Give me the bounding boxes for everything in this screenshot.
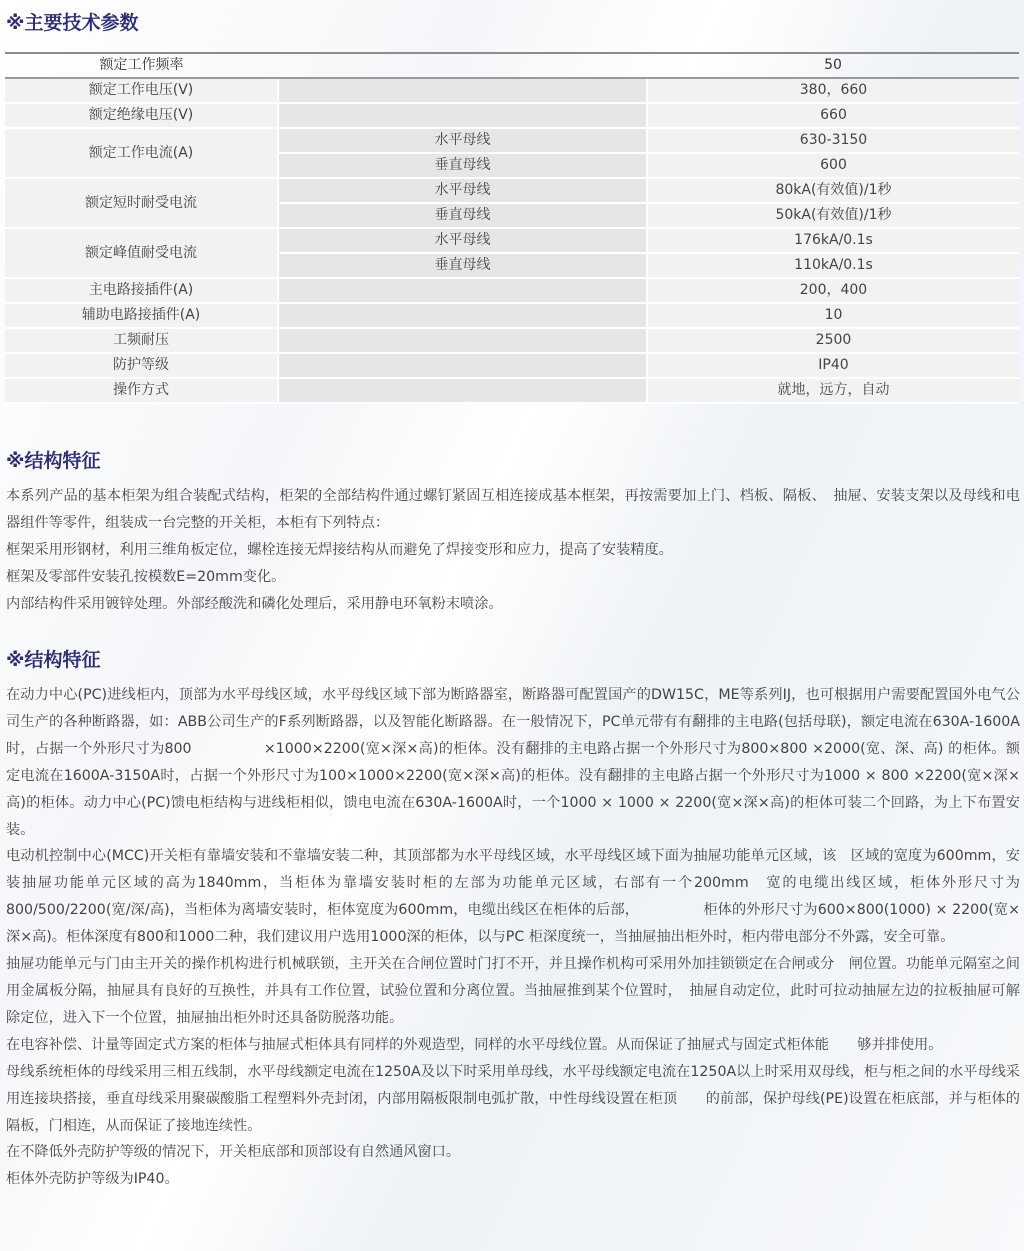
row-label: 工频耐压 [5,328,278,353]
row-label: 额定工作电流(A) [5,128,278,178]
paragraph: 本系列产品的基本柜架为组合装配式结构，柜架的全部结构件通过螺钉紧固互相连接成基本框架，再按需要加上门、档板、隔板、 抽屉、安装支架以及母线和电器组件等零件，组装成一台完整的开关柜，本柜有下列特点： [6,488,1020,531]
row-value: IP40 [647,353,1019,378]
row-sub: 垂直母线 [278,203,647,228]
row-sub [278,353,647,378]
row-label: 额定短时耐受电流 [5,178,278,228]
row-label: 辅助电路接插件(A) [5,303,278,328]
row-sub: 垂直母线 [278,153,647,178]
row-value: 10 [647,303,1019,328]
table-row [5,303,1019,328]
paragraph: 内部结构件采用镀锌处理。外部经酸洗和磷化处理后，采用静电环氧粉末喷涂。 [6,595,503,612]
row-value: 就地，远方，自动 [647,378,1019,403]
row-label: 额定工作电压(V) [5,78,278,103]
table-row [5,328,1019,353]
paragraph: 电动机控制中心(MCC)开关柜有靠墙安装和不靠墙安装二种，其顶部都为水平母线区域，水平母线区域下面为抽屉功能单元区域，该 区域的宽度为600mm，安装抽屉功能单元区域的高为1840mm，当柜体为靠墙安装时柜的左部为功能单元区域，右部有一个200mm 宽的电缆出线区域，柜体外形尺寸为800/500/2200(宽/深/高)，当柜体为离墙安装时，柜体宽度为600mm，电缆出线区在柜体的后部， 柜体的外形尺寸为600×800(1000) × 2200(宽×深×高)。柜体深度有800和1000二种，我们建议用户选用1000深的柜体，以与PC 柜深度统一，当抽屉抽出柜外时，柜内带电部分不外露，安全可靠。 [6,848,1020,946]
paragraph: 框架采用形钢材，利用三维角板定位，螺栓连接无焊接结构从而避免了焊接变形和应力，提高了安装精度。 [6,541,673,558]
row-label: 防护等级 [5,353,278,378]
table-row [5,128,1019,153]
paragraph: 抽屉功能单元与门由主开关的操作机构进行机械联锁，主开关在合闸位置时门打不开，并且操作机构可采用外加挂锁锁定在合闸或分 闸位置。功能单元隔室之间用金属板分隔，抽屉具有良好的互换性，并具有工作位置，试验位置和分离位置。当抽屉推到某个位置时， 抽屉自动定位，此时可拉动抽屉左边的拉板抽屉可解除定位，进入下一个位置，抽屉抽出柜外时还具备防脱落功能。 [6,956,1020,1026]
section-title-main-parameters: ※主要技术参数 [6,12,139,34]
table-row [5,78,1019,103]
section-title-structure-details: ※结构特征 [6,649,101,671]
row-value: 380，660 [647,78,1019,103]
row-sub [278,78,647,103]
header-label: 额定工作频率 [5,53,278,78]
row-value: 110kA/0.1s [647,253,1019,278]
row-sub: 水平母线 [278,128,647,153]
table-row [5,378,1019,403]
row-value: 2500 [647,328,1019,353]
paragraph: 在动力中心(PC)进线柜内，顶部为水平母线区域，水平母线区域下部为断路器室，断路器可配置国产的DW15C，ME等系列IJ，也可根据用户需要配置国外电气公司生产的各种断路器，如：ABB公司生产的F系列断路器，以及智能化断路器。在一般情况下，PC单元带有有翻排的主电路(包括母联)，额定电流在630A-1600A时，占据一个外形尺寸为800 ×1000×2200(宽×深×高)的柜体。没有翻排的主电路占据一个外形尺寸为800×800 ×2000(宽、深、高) 的柜体。额定电流在1600A-3150A时，占据一个外形尺寸为100×1000×2200(宽×深×高)的柜体。没有翻排的主电路占据一个外形尺寸为1000 × 800 ×2200(宽×深×高)的柜体。动力中心(PC)馈电柜结构与进线柜相似，馈电电流在630A-1600A时，一个1000 × 1000 × 2200(宽×深×高)的柜体可装二个回路，为上下布置安装。 [6,687,1020,838]
row-value: 600 [647,153,1019,178]
row-sub [278,303,647,328]
row-value: 176kA/0.1s [647,228,1019,253]
row-value: 200，400 [647,278,1019,303]
section-title-structure-features: ※结构特征 [6,450,101,472]
table-row [5,103,1019,128]
structure-details-text [6,682,1020,1193]
paragraph: 母线系统柜体的母线采用三相五线制，水平母线额定电流在1250A及以下时采用单母线，水平母线额定电流在1250A以上时采用双母线，柜与柜之间的水平母线采用连接块搭接，垂直母线采用聚碳酸脂工程塑料外壳封闭，内部用隔板限制电弧扩散，中性母线设置在柜顶 的前部，保护母线(PE)设置在柜底部，并与柜体的隔板，门相连，从而保证了接地连续性。 [6,1063,1020,1134]
table-row [5,278,1019,303]
row-value: 80kA(有效值)/1秒 [647,178,1019,203]
row-label: 主电路接插件(A) [5,278,278,303]
table-header-row [5,53,1019,78]
row-sub [278,378,647,403]
row-value: 660 [647,103,1019,128]
row-label: 额定峰值耐受电流 [5,228,278,278]
row-sub: 水平母线 [278,228,647,253]
paragraph: 柜体外壳防护等级为IP40。 [6,1171,179,1188]
row-label: 额定绝缘电压(V) [5,103,278,128]
paragraph: 在电容补偿、计量等固定式方案的柜体与抽屉式柜体具有同样的外观造型，同样的水平母线位置。从而保证了抽屉式与固定式柜体能 够并排使用。 [6,1036,943,1053]
table-row [5,353,1019,378]
paragraph: 在不降低外壳防护等级的情况下，开关柜底部和顶部设有自然通风窗口。 [6,1144,461,1161]
paragraph: 框架及零部件安装孔按模数E=20mm变化。 [6,568,286,585]
row-sub [278,103,647,128]
row-sub: 水平母线 [278,178,647,203]
structure-features-text [6,483,1020,618]
row-sub [278,328,647,353]
row-sub: 垂直母线 [278,253,647,278]
spec-table [5,52,1019,404]
table-row [5,228,1019,253]
header-spacer [278,53,647,78]
table-row [5,178,1019,203]
header-value: 50 [647,53,1019,78]
row-label: 操作方式 [5,378,278,403]
row-sub [278,278,647,303]
row-value: 50kA(有效值)/1秒 [647,203,1019,228]
row-value: 630-3150 [647,128,1019,153]
